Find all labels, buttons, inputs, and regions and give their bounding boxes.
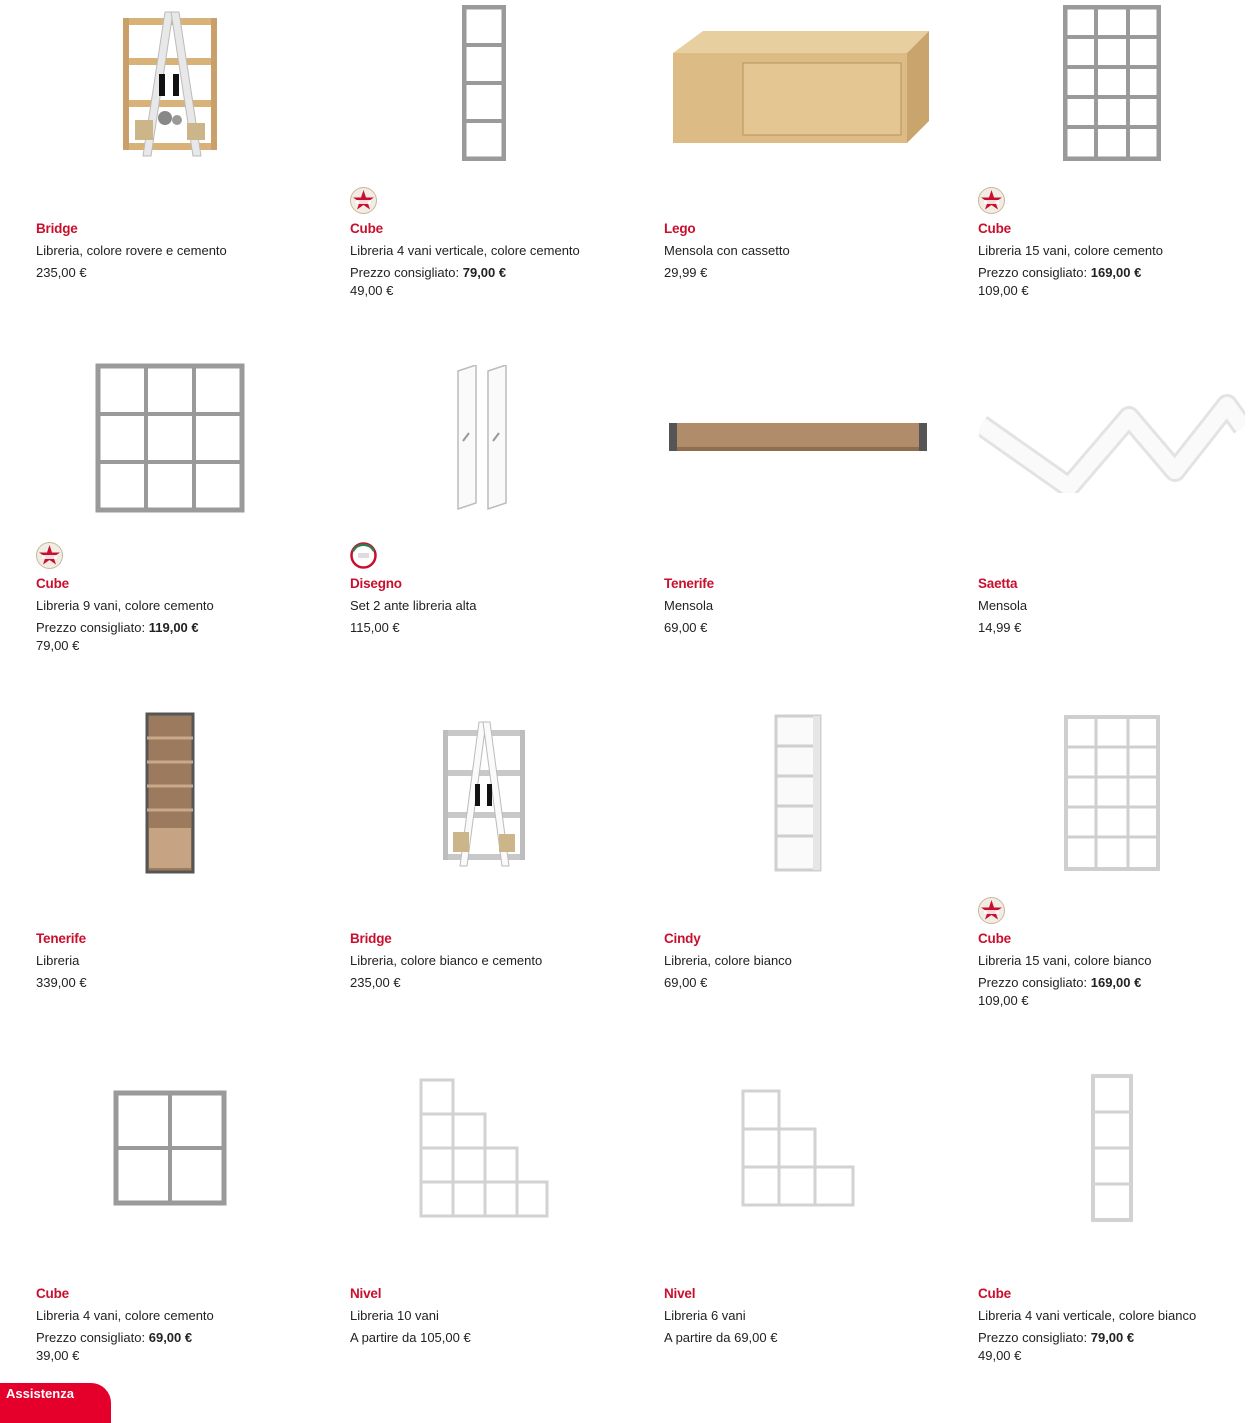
best-seller-badge [36,542,63,569]
product-card[interactable] [664,1065,932,1420]
product-brand[interactable]: Nivel [664,1286,696,1301]
product-grid [36,0,1246,1420]
recommended-price [978,1329,1246,1347]
bookshelf-image [419,1078,549,1218]
recommended-price-label: Prezzo consigliato: [36,1330,149,1345]
product-description[interactable]: Mensola [664,598,714,613]
product-price: 39,00 € [36,1348,80,1363]
product-image[interactable] [36,355,304,520]
product-price: 339,00 € [36,975,87,990]
product-description[interactable]: Libreria [36,953,80,968]
product-card[interactable] [664,710,932,1065]
recommended-price [350,264,618,282]
recommended-price-label: Prezzo consigliato: [978,265,1091,280]
product-card[interactable] [350,355,618,710]
product-description[interactable]: Libreria 9 vani, colore cemento [36,598,214,613]
product-card[interactable] [350,0,618,355]
best-seller-badge [350,187,377,214]
product-description[interactable]: Libreria 10 vani [350,1308,439,1323]
product-brand[interactable]: Tenerife [664,576,714,591]
product-card[interactable] [978,1065,1246,1420]
design-seal-icon [350,542,377,569]
bookshelf-image [1064,715,1160,871]
product-price: 69,00 € [664,620,708,635]
product-price: 235,00 € [36,265,87,280]
product-description[interactable]: Libreria, colore rovere e cemento [36,243,227,258]
product-brand[interactable]: Bridge [350,931,392,946]
product-image[interactable] [978,1065,1246,1230]
shelf-drawer-image [667,17,929,149]
product-card[interactable] [664,355,932,710]
bookshelf-image [95,363,245,513]
product-card[interactable] [36,710,304,1065]
recommended-price-value: 119,00 € [148,620,199,635]
assistance-label: Assistenza [6,1386,74,1401]
recommended-price [36,1329,304,1347]
product-card[interactable] [36,355,304,710]
product-price: 14,99 € [978,620,1022,635]
product-price: A partire da 69,00 € [664,1330,778,1345]
product-image[interactable] [350,1065,618,1230]
product-brand[interactable]: Cube [978,1286,1011,1301]
product-brand[interactable]: Cube [36,576,69,591]
product-image[interactable] [350,355,618,520]
design-badge [350,542,377,569]
product-image[interactable] [664,355,932,520]
recommended-price-value: 169,00 € [1090,975,1142,990]
product-card[interactable] [350,1065,618,1420]
product-image[interactable] [36,1065,304,1230]
bookshelf-image [741,1089,855,1207]
product-brand[interactable]: Cube [350,221,383,236]
product-price: 69,00 € [664,975,708,990]
product-card[interactable] [350,710,618,1065]
star-seal-icon [978,897,1005,924]
recommended-price [978,974,1246,992]
recommended-price-value: 69,00 € [148,1330,193,1345]
bookshelf-image [462,5,506,161]
product-image[interactable] [664,710,932,875]
recommended-price-label: Prezzo consigliato: [978,1330,1091,1345]
product-description[interactable]: Libreria, colore bianco e cemento [350,953,543,968]
product-description[interactable]: Set 2 ante libreria alta [350,598,477,613]
product-brand[interactable]: Nivel [350,1286,382,1301]
bookshelf-image [113,1090,227,1206]
product-price: A partire da 105,00 € [350,1330,471,1345]
best-seller-badge [978,897,1005,924]
product-card[interactable] [978,0,1246,355]
product-brand[interactable]: Cube [36,1286,69,1301]
product-description[interactable]: Libreria 15 vani, colore bianco [978,953,1152,968]
product-price: 109,00 € [978,993,1029,1008]
product-image[interactable] [978,355,1246,520]
product-description[interactable]: Libreria, colore bianco [664,953,792,968]
star-seal-icon [350,187,377,214]
product-price: 115,00 € [350,620,400,635]
doors-image [454,365,514,511]
product-image[interactable] [664,1065,932,1230]
product-card[interactable] [978,355,1246,710]
product-description[interactable]: Libreria 4 vani verticale, colore bianco [978,1308,1197,1323]
product-brand[interactable]: Cube [978,221,1011,236]
product-brand[interactable]: Lego [664,221,696,236]
product-description[interactable]: Libreria 4 vani verticale, colore cemento [350,243,580,258]
product-card[interactable] [36,1065,304,1420]
product-description[interactable]: Libreria 6 vani [664,1308,746,1323]
product-card[interactable] [664,0,932,355]
product-price: 49,00 € [350,283,394,298]
recommended-price-value: 79,00 € [462,265,507,280]
star-seal-icon [978,187,1005,214]
product-brand[interactable]: Saetta [978,576,1018,591]
recommended-price-label: Prezzo consigliato: [36,620,149,635]
bookshelf-image [1091,1074,1133,1222]
product-price: 49,00 € [978,1348,1022,1363]
product-image[interactable] [978,710,1246,875]
best-seller-badge [978,187,1005,214]
product-image[interactable] [664,0,932,165]
recommended-price-label: Prezzo consigliato: [350,265,463,280]
product-brand[interactable]: Disegno [350,576,402,591]
product-description[interactable]: Mensola con cassetto [664,243,790,258]
product-brand[interactable]: Cindy [664,931,701,946]
recommended-price-value: 169,00 € [1090,265,1142,280]
bookshelf-image [1063,5,1161,161]
bookshelf-image [773,713,823,873]
product-brand[interactable]: Bridge [36,221,78,236]
product-price: 235,00 € [350,975,401,990]
product-price: 29,99 € [664,265,708,280]
product-card[interactable] [978,710,1246,1065]
product-description[interactable]: Mensola [978,598,1028,613]
product-card[interactable] [36,0,304,355]
bookshelf-image [115,8,225,158]
product-image[interactable] [350,710,618,875]
recommended-price [36,619,304,637]
product-image[interactable] [350,0,618,165]
product-price: 109,00 € [978,283,1029,298]
assistance-button[interactable] [0,1383,111,1423]
product-description[interactable]: Libreria 4 vani, colore cemento [36,1308,214,1323]
product-image[interactable] [36,710,304,875]
product-brand[interactable]: Tenerife [36,931,86,946]
shelf-image [979,383,1245,493]
product-image[interactable] [36,0,304,165]
star-seal-icon [36,542,63,569]
product-price: 79,00 € [36,638,80,653]
product-brand[interactable]: Cube [978,931,1011,946]
recommended-price-value: 79,00 € [1090,1330,1135,1345]
recommended-price-label: Prezzo consigliato: [978,975,1091,990]
bookshelf-image [439,718,529,868]
recommended-price [978,264,1246,282]
shelf-image [669,421,927,455]
product-description[interactable]: Libreria 15 vani, colore cemento [978,243,1163,258]
product-image[interactable] [978,0,1246,165]
bookshelf-image [145,712,195,874]
